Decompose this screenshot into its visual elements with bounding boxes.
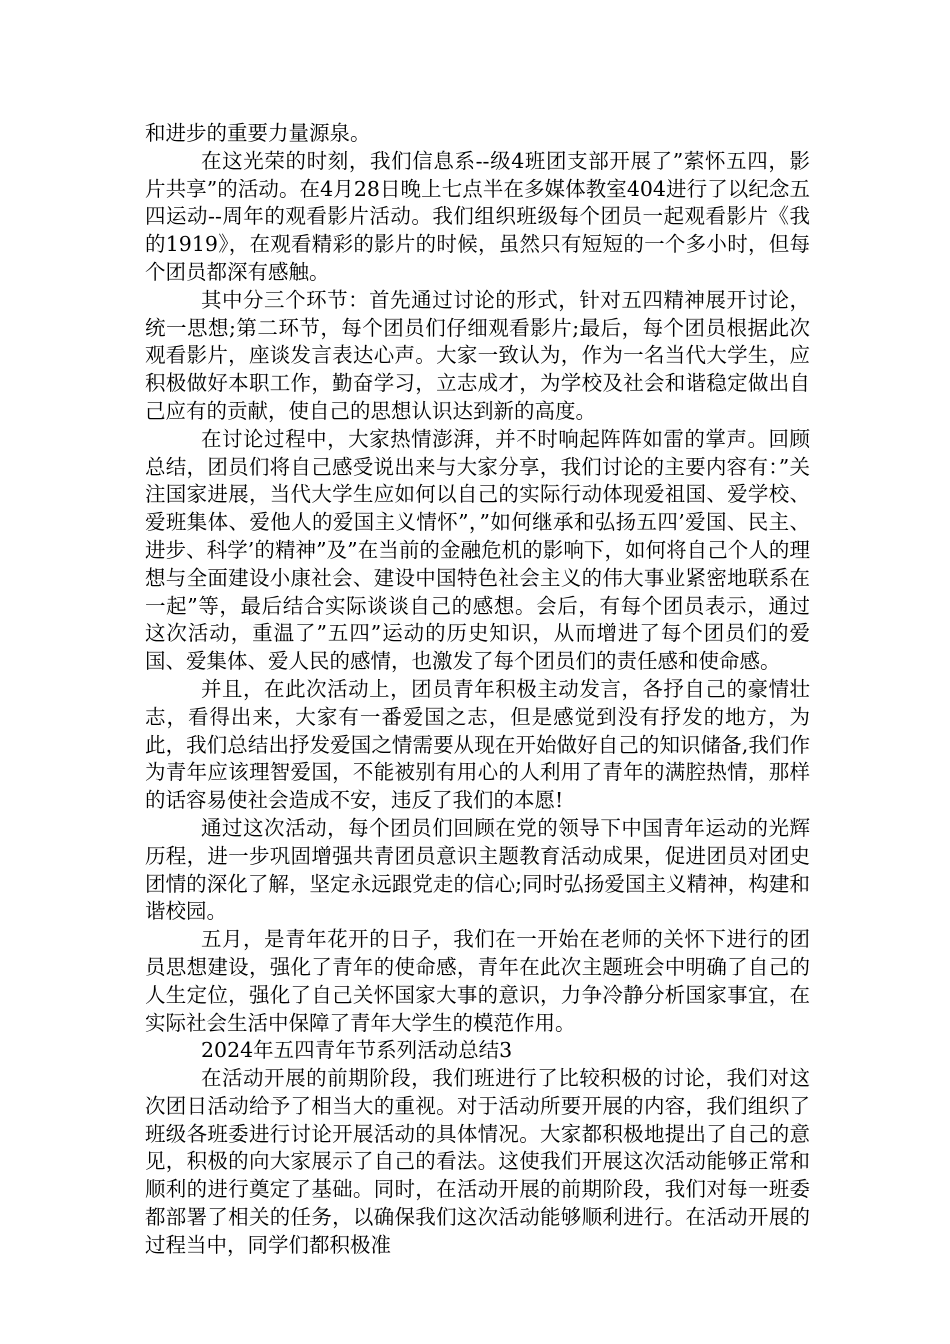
paragraph-6: 通过这次活动，每个团员们回顾在党的领导下中国青年运动的光辉历程，进一步巩固增强共青团员意识主题教育活动成果，促进团员对团史团情的深化了解，坚定永远跟党走的信心;同时弘扬爱国主义精神，构建和谐校园。 xyxy=(145,815,810,924)
section-heading: 2024年五四青年节系列活动总结3 xyxy=(201,1038,513,1063)
paragraph-5: 并且，在此次活动上，团员青年积极主动发言，各抒自己的豪情壮志，看得出来，大家有一番爱国之志，但是感觉到没有抒发的地方，为此，我们总结出抒发爱国之情需要从现在开始做好自己的知识储备,我们作为青年应该理智爱国，不能被别有用心的人利用了青年的满腔热情，那样的话容易使社会造成不安，违反了我们的本愿! xyxy=(145,676,810,813)
document-body xyxy=(145,120,810,1260)
paragraph-8: 在活动开展的前期阶段，我们班进行了比较积极的讨论，我们对这次团日活动给予了相当大的重视。对于活动所要开展的内容，我们组织了班级各班委进行讨论开展活动的具体情况。大家都积极地提出了自己的意见，积极的向大家展示了自己的看法。这使我们开展这次活动能够正常和顺利的进行奠定了基础。同时，在活动开展的前期阶段，我们对每一班委都部署了相关的任务，以确保我们这次活动能够顺利进行。在活动开展的过程当中，同学们都积极准 xyxy=(145,1066,810,1257)
paragraph-7: 五月，是青年花开的日子，我们在一开始在老师的关怀下进行的团员思想建设，强化了青年的使命感，青年在此次主题班会中明确了自己的人生定位，强化了自己关怀国家大事的意识，力争冷静分析国家事宜，在实际社会生活中保障了青年大学生的模范作用。 xyxy=(145,927,810,1035)
paragraph-1: 和进步的重要力量源泉。 xyxy=(145,121,371,145)
paragraph-4: 在讨论过程中，大家热情澎湃，并不时响起阵阵如雷的掌声。回顾总结，团员们将自己感受说出来与大家分享，我们讨论的主要内容有：”关注国家进展，当代大学生应如何以自己的实际行动体现爱祖国、爱学校、爱班集体、爱他人的爱国主义情怀”，”如何继承和弘扬五四’爱国、民主、进步、科学’的精神”及”在当前的金融危机的影响下，如何将自己个人的理想与全面建设小康社会、建设中国特色社会主义的伟大事业紧密地联系在一起”等，最后结合实际谈谈自己的感想。会后，有每个团员表示，通过这次活动，重温了”五四”运动的历史知识，从而增进了每个团员们的爱国、爱集体、爱人民的感情，也激发了每个团员们的责任感和使命感。 xyxy=(145,426,810,674)
paragraph-3: 其中分三个环节：首先通过讨论的形式，针对五四精神展开讨论，统一思想;第二环节，每个团员们仔细观看影片;最后，每个团员根据此次观看影片，座谈发言表达心声。大家一致认为，作为一名当代大学生，应积极做好本职工作，勤奋学习，立志成才，为学校及社会和谐稳定做出自己应有的贡献，使自己的思想认识达到新的高度。 xyxy=(145,287,810,423)
paragraph-2: 在这光荣的时刻，我们信息系--级4班团支部开展了”萦怀五四，影片共享”的活动。在4月28日晚上七点半在多媒体教室404进行了以纪念五四运动--周年的观看影片活动。我们组织班级每个团员一起观看影片《我的1919》，在观看精彩的影片的时候，虽然只有短短的一个多小时，但每个团员都深有感触。 xyxy=(145,148,810,284)
